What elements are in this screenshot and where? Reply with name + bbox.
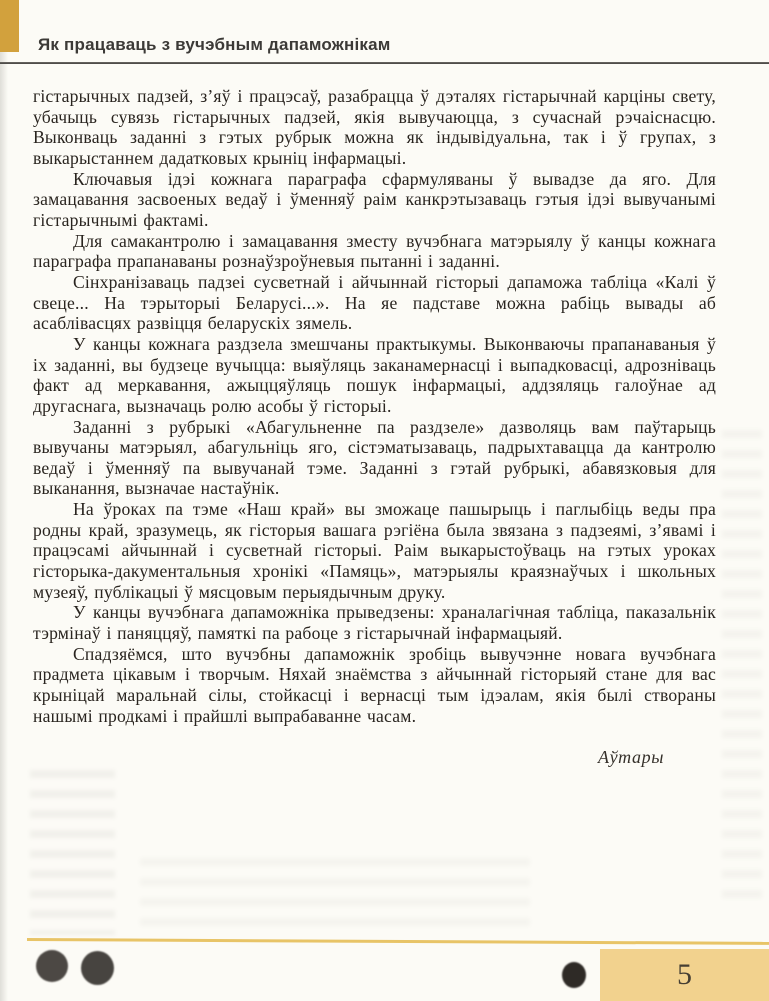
paragraph: Сінхранізаваць падзеі сусветнай і айчыннай гісторыі дапаможа табліца «Калі ў свеце... На тэрыторыі Беларусі...». На яе падставе можна рабіць вывады аб асаблівасцях развіцця беларускіх зямель. [33,271,716,334]
paragraph: гістарычных падзей, з’яў і працэсаў, разабрацца ў дэталях гістарычнай карціны свету, убачыць сувязь гістарычных падзей, якія вывучаюцца, з сучаснай рэчаіснасцю. Выконваць заданні з гэтых рубрык можна як індывідуальна, так і ў групах, з выкарыстаннем дадатковых крыніц інфармацыі. [33,86,716,168]
punch-hole-mark [81,951,114,985]
paragraph: Для самакантролю і замацавання зместу вучэбнага матэрыялу ў канцы кожнага параграфа прапанаваны рознаўзроўневыя пытанні і заданні. [33,230,716,272]
page-number-box [600,949,769,1001]
paragraph: У канцы вучэбнага дапаможніка прыведзены: храналагічная табліца, паказальнік тэрмінаў і паняццяў, памяткі па рабоце з гістарычнай інфармацыяй. [33,602,716,644]
authors-signature: Аўтары [598,747,664,768]
punch-hole-mark [36,950,68,982]
punch-hole-mark [562,962,586,988]
show-through-artifact [140,858,530,933]
header-rule [0,62,769,64]
paragraph: У канцы кожнага раздзела змешчаны практыкумы. Выконваючы прапанаваныя ў іх заданні, вы будзеце вучыцца: выяўляць заканамернасці і выпадковасці, адрозніваць факт ад меркавання, ажыццяўляць пошук інфармацыі, аддзяляць галоўнае ад другаснага, вызначаць ролю асобы ў гісторыі. [33,333,716,416]
paragraph: Спадзяёмся, што вучэбны дапаможнік зробіць вывучэнне новага вучэбнага прадмета цікавым і творчым. Няхай знаёмства з айчыннай гісторыяй стане для вас крыніцай маральнай сілы, стойкасці і вернасці тым ідэалам, якія былі створаны нашымі продкамі і прайшлі выпрабаванне часам. [33,643,716,726]
paragraph: Ключавыя ідэі кожнага параграфа сфармуляваны ў вывадзе да яго. Для замацавання засвоеных ведаў і ўменняў раім канкрэтызаваць гэтыя ідэі вывучанымі гістарычнымі фактамі. [33,168,716,230]
gold-corner-block [0,0,19,52]
page-edge-shadow [0,52,8,1001]
paragraph: На ўроках па тэме «Наш край» вы зможаце пашырыць і паглыбіць веды пра родны край, зразумець, як гісторыя вашага рэгіёна была звязана з падзеямі, з’явамі і працэсамі айчыннай і сусветнай гісторыі. Раім выкарыстоўваць на гэтых уроках гісторыка-дакументальныя хронікі «Памяць», матэрыялы краязнаўчых і школьных музеяў, публікацыі ў мясцовым перыядычным друку. [33,499,716,602]
running-head-title: Як працаваць з вучэбным дапаможнікам [38,35,391,54]
footer-accent-line [27,938,769,945]
show-through-artifact [30,770,115,935]
page-number: 5 [677,958,692,991]
body-text-column [33,86,716,768]
show-through-artifact [722,430,762,900]
paragraph: Заданні з рубрыкі «Абагульненне па раздзеле» дазволяць вам паўтарыць вывучаны матэрыял, абагульніць яго, сістэматызаваць, падрыхтавацца да кантролю ведаў і ўменняў па вывучанай тэме. Заданні з гэтай рубрыкі, абавязковыя для выканання, вызначае настаўнік. [33,416,716,499]
